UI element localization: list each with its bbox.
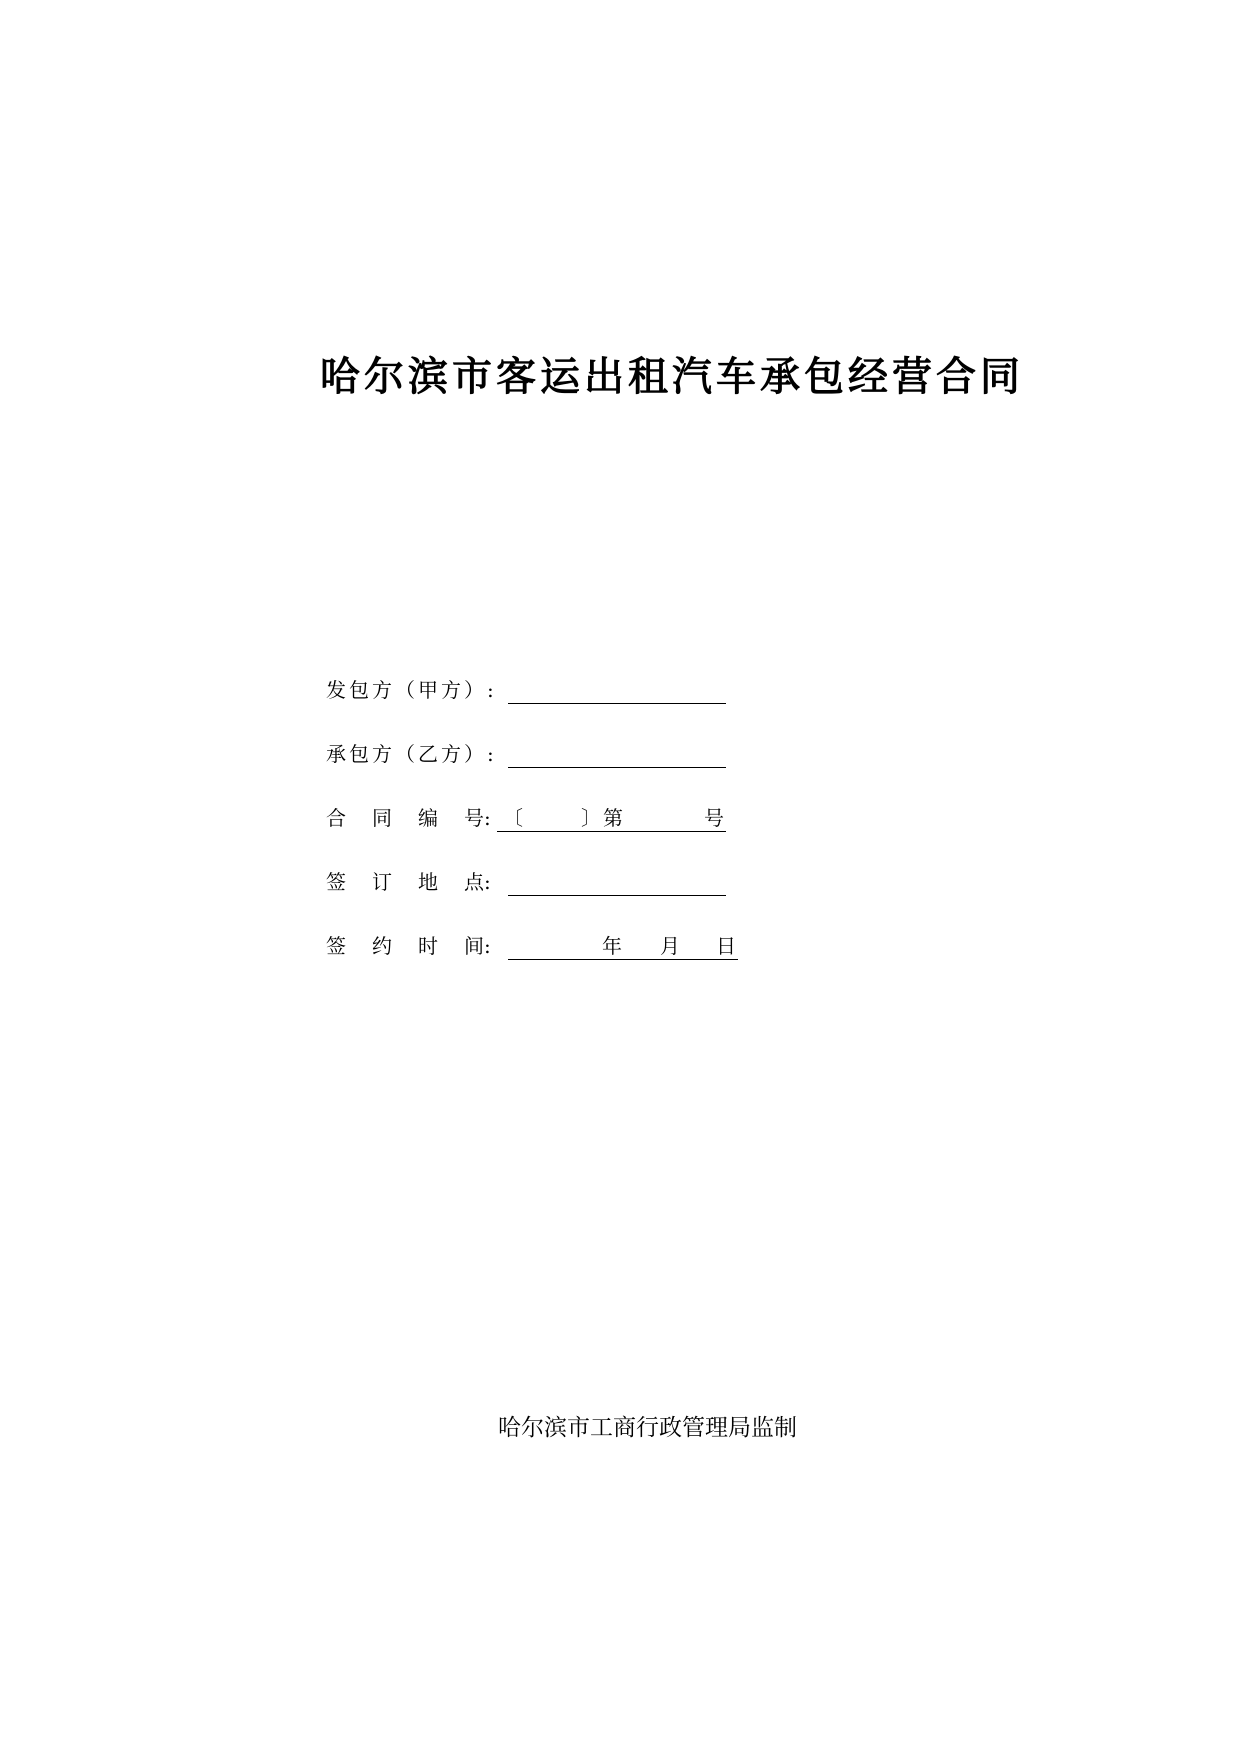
signing-date-input[interactable] [508, 929, 738, 960]
ordinal-suffix: 号 [704, 806, 724, 830]
party-a-input[interactable] [508, 673, 726, 704]
field-contractee-party-b [326, 737, 746, 771]
party-b-label: 承包方（乙方）: [326, 742, 497, 766]
ordinal-prefix: 第 [603, 806, 623, 830]
field-signing-date: 签 约 时 间: 年 月 日 [326, 929, 756, 963]
field-contractor-party-a [326, 673, 746, 707]
bracket-open: 〔 [503, 806, 523, 830]
day-label: 日 [716, 934, 736, 958]
field-signing-place: 签 订 地 点: [326, 865, 746, 899]
field-contract-number: 合 同 编 号: 〔 〕 第 号 [326, 801, 746, 835]
contract-number-input[interactable] [497, 801, 726, 832]
supervising-authority: 哈尔滨市工商行政管理局监制 [498, 1415, 797, 1441]
document-title: 哈尔滨市客运出租汽车承包经营合同 [320, 353, 1024, 400]
bracket-close: 〕 [581, 806, 601, 830]
party-b-input[interactable] [508, 737, 726, 768]
signing-place-input[interactable] [508, 865, 726, 896]
year-label: 年 [602, 934, 622, 958]
party-a-label: 发包方（甲方）: [326, 678, 497, 702]
month-label: 月 [660, 934, 680, 958]
